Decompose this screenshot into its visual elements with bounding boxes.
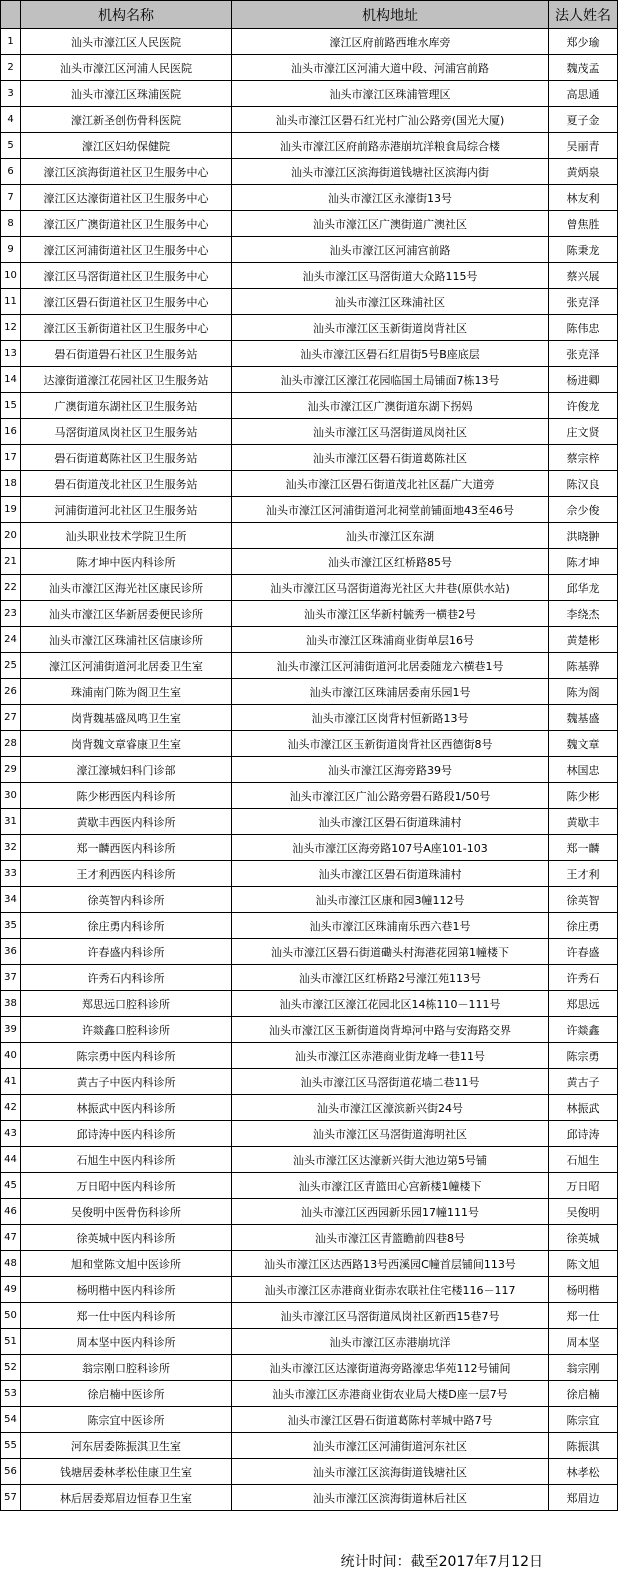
row-index-cell: 41 <box>1 1069 21 1095</box>
header-legal-person: 法人姓名 <box>549 1 618 29</box>
institution-name-cell: 汕头市濠江区河浦人民医院 <box>21 55 232 81</box>
table-row <box>1 1433 618 1459</box>
institution-address-cell: 汕头市濠江区康和园3幢112号 <box>232 887 549 913</box>
institution-address-cell: 汕头市濠江区河浦街道河北祠堂前铺面地43至46号 <box>232 497 549 523</box>
institution-address-cell: 汕头市濠江区礐石红眉街5号B座底层 <box>232 341 549 367</box>
institution-address-cell: 汕头市濠江区赤港商业街龙峰一巷11号 <box>232 1043 549 1069</box>
row-index-cell: 8 <box>1 211 21 237</box>
institution-address-cell: 汕头市濠江区府前路赤港崩坑洋粮食局综合楼 <box>232 133 549 159</box>
legal-person-cell: 林孝松 <box>549 1459 618 1485</box>
row-index-cell: 47 <box>1 1225 21 1251</box>
table-header <box>1 1 618 29</box>
row-index-cell: 7 <box>1 185 21 211</box>
table-row <box>1 679 618 705</box>
table-row <box>1 367 618 393</box>
legal-person-cell: 魏文章 <box>549 731 618 757</box>
table-row <box>1 1121 618 1147</box>
row-index-cell: 40 <box>1 1043 21 1069</box>
table-row <box>1 211 618 237</box>
institution-name-cell: 林振武中医内科诊所 <box>21 1095 232 1121</box>
institution-name-cell: 吴俊明中医骨伤科诊所 <box>21 1199 232 1225</box>
legal-person-cell: 张克泽 <box>549 289 618 315</box>
table-row <box>1 81 618 107</box>
institution-address-cell: 汕头市濠江区赤港商业街农业局大楼D座一层7号 <box>232 1381 549 1407</box>
row-index-cell: 31 <box>1 809 21 835</box>
institution-name-cell: 濠江区河浦街道河北居委卫生室 <box>21 653 232 679</box>
institution-address-cell: 汕头市濠江区马滘街道大众路115号 <box>232 263 549 289</box>
institution-name-cell: 濠江区达濠街道社区卫生服务中心 <box>21 185 232 211</box>
row-index-cell: 54 <box>1 1407 21 1433</box>
table-row <box>1 1251 618 1277</box>
legal-person-cell: 夏子金 <box>549 107 618 133</box>
legal-person-cell: 杨明楷 <box>549 1277 618 1303</box>
row-index-cell: 12 <box>1 315 21 341</box>
institution-name-cell: 达濠街道濠江花园社区卫生服务站 <box>21 367 232 393</box>
institution-address-cell: 汕头市濠江区珠浦商业街单层16号 <box>232 627 549 653</box>
institution-name-cell: 河浦街道河北社区卫生服务站 <box>21 497 232 523</box>
row-index-cell: 38 <box>1 991 21 1017</box>
legal-person-cell: 陈伟忠 <box>549 315 618 341</box>
table-row <box>1 1147 618 1173</box>
institution-address-cell: 汕头市濠江区礐石街道葛陈社区 <box>232 445 549 471</box>
row-index-cell: 11 <box>1 289 21 315</box>
row-index-cell: 4 <box>1 107 21 133</box>
institution-name-cell: 徐启楠中医诊所 <box>21 1381 232 1407</box>
institution-address-cell: 汕头市濠江区珠浦社区 <box>232 289 549 315</box>
institution-address-cell: 汕头市濠江区岗背村恒新路13号 <box>232 705 549 731</box>
table-row <box>1 1329 618 1355</box>
row-index-cell: 52 <box>1 1355 21 1381</box>
row-index-cell: 20 <box>1 523 21 549</box>
institution-name-cell: 濠江区马滘街道社区卫生服务中心 <box>21 263 232 289</box>
legal-person-cell: 许燚鑫 <box>549 1017 618 1043</box>
legal-person-cell: 郑一麟 <box>549 835 618 861</box>
row-index-cell: 27 <box>1 705 21 731</box>
table-row <box>1 653 618 679</box>
institution-address-cell: 汕头市濠江区河浦大道中段、河浦宫前路 <box>232 55 549 81</box>
row-index-cell: 24 <box>1 627 21 653</box>
legal-person-cell: 陈秉龙 <box>549 237 618 263</box>
row-index-cell: 28 <box>1 731 21 757</box>
row-index-cell: 48 <box>1 1251 21 1277</box>
legal-person-cell: 高思通 <box>549 81 618 107</box>
row-index-cell: 34 <box>1 887 21 913</box>
table-row <box>1 783 618 809</box>
institution-address-cell: 汕头市濠江区濠江花园北区14栋110－111号 <box>232 991 549 1017</box>
legal-person-cell: 黄歇丰 <box>549 809 618 835</box>
row-index-cell: 23 <box>1 601 21 627</box>
institution-name-cell: 岗背魏基盛凤鸣卫生室 <box>21 705 232 731</box>
row-index-cell: 10 <box>1 263 21 289</box>
table-row <box>1 965 618 991</box>
institution-address-cell: 汕头市濠江区礐石街道磡头村海港花园第1幢楼下 <box>232 939 549 965</box>
row-index-cell: 39 <box>1 1017 21 1043</box>
table-row <box>1 1017 618 1043</box>
institution-address-cell: 汕头市濠江区珠浦管理区 <box>232 81 549 107</box>
legal-person-cell: 周本坚 <box>549 1329 618 1355</box>
table-row <box>1 1355 618 1381</box>
legal-person-cell: 陈少彬 <box>549 783 618 809</box>
institution-name-cell: 邱诗涛中医内科诊所 <box>21 1121 232 1147</box>
row-index-cell: 42 <box>1 1095 21 1121</box>
institution-name-cell: 岗背魏文章睿康卫生室 <box>21 731 232 757</box>
institution-name-cell: 万日昭中医内科诊所 <box>21 1173 232 1199</box>
table-row <box>1 185 618 211</box>
row-index-cell: 37 <box>1 965 21 991</box>
institution-address-cell: 汕头市濠江区红桥路2号濠江苑113号 <box>232 965 549 991</box>
institution-address-cell: 汕头市濠江区赤港商业街赤农联社住宅楼116－117 <box>232 1277 549 1303</box>
table-row <box>1 1277 618 1303</box>
institution-address-cell: 汕头市濠江区赤港崩坑洋 <box>232 1329 549 1355</box>
legal-person-cell: 陈基骅 <box>549 653 618 679</box>
institution-name-cell: 郑一麟西医内科诊所 <box>21 835 232 861</box>
table-row <box>1 1407 618 1433</box>
table-row <box>1 471 618 497</box>
table-row <box>1 1459 618 1485</box>
row-index-cell: 16 <box>1 419 21 445</box>
institution-address-cell: 汕头市濠江区滨海街道钱塘社区滨海内街 <box>232 159 549 185</box>
table-row <box>1 913 618 939</box>
table-row <box>1 263 618 289</box>
row-index-cell: 45 <box>1 1173 21 1199</box>
row-index-cell: 25 <box>1 653 21 679</box>
institution-name-cell: 礐石街道葛陈社区卫生服务站 <box>21 445 232 471</box>
institution-address-cell: 汕头市濠江区华新村毓秀一横巷2号 <box>232 601 549 627</box>
institution-address-cell: 汕头市濠江区马滘街道凤岗社区新西15巷7号 <box>232 1303 549 1329</box>
institution-name-cell: 珠浦南门陈为阁卫生室 <box>21 679 232 705</box>
row-index-cell: 30 <box>1 783 21 809</box>
legal-person-cell: 王才利 <box>549 861 618 887</box>
row-index-cell: 49 <box>1 1277 21 1303</box>
institution-name-cell: 濠江区妇幼保健院 <box>21 133 232 159</box>
legal-person-cell: 庄文贤 <box>549 419 618 445</box>
legal-person-cell: 许俊龙 <box>549 393 618 419</box>
legal-person-cell: 吴丽青 <box>549 133 618 159</box>
row-index-cell: 46 <box>1 1199 21 1225</box>
institution-address-cell: 汕头市濠江区玉新街道岗背社区 <box>232 315 549 341</box>
row-index-cell: 51 <box>1 1329 21 1355</box>
table-row <box>1 731 618 757</box>
table-row <box>1 289 618 315</box>
footer <box>0 1549 617 1573</box>
institution-address-cell: 汕头市濠江区滨海街道钱塘社区 <box>232 1459 549 1485</box>
legal-person-cell: 邱诗涛 <box>549 1121 618 1147</box>
legal-person-cell: 洪晓翀 <box>549 523 618 549</box>
header-index <box>1 1 21 29</box>
legal-person-cell: 李绕杰 <box>549 601 618 627</box>
row-index-cell: 6 <box>1 159 21 185</box>
institution-address-cell: 汕头市濠江区永濠街13号 <box>232 185 549 211</box>
institution-name-cell: 徐庄勇内科诊所 <box>21 913 232 939</box>
institution-name-cell: 汕头职业技术学院卫生所 <box>21 523 232 549</box>
institution-address-cell: 汕头市濠江区玉新街道岗背埠河中路与安海路交界 <box>232 1017 549 1043</box>
institution-address-cell: 汕头市濠江区礐石街道珠浦村 <box>232 861 549 887</box>
row-index-cell: 26 <box>1 679 21 705</box>
header-row <box>1 1 618 29</box>
institution-name-cell: 杨明楷中医内科诊所 <box>21 1277 232 1303</box>
table-row <box>1 445 618 471</box>
institution-name-cell: 王才利西医内科诊所 <box>21 861 232 887</box>
table-row <box>1 1485 618 1511</box>
institution-name-cell: 徐英城中医内科诊所 <box>21 1225 232 1251</box>
legal-person-cell: 石旭生 <box>549 1147 618 1173</box>
institution-name-cell: 许春盛内科诊所 <box>21 939 232 965</box>
institution-name-cell: 翁宗刚口腔科诊所 <box>21 1355 232 1381</box>
institution-name-cell: 汕头市濠江区华新居委便民诊所 <box>21 601 232 627</box>
table-row <box>1 861 618 887</box>
table-row <box>1 523 618 549</box>
institution-name-cell: 许秀石内科诊所 <box>21 965 232 991</box>
table-row <box>1 107 618 133</box>
institution-name-cell: 陈宗宜中医诊所 <box>21 1407 232 1433</box>
legal-person-cell: 蔡宗梓 <box>549 445 618 471</box>
row-index-cell: 1 <box>1 29 21 55</box>
row-index-cell: 44 <box>1 1147 21 1173</box>
table-row <box>1 1173 618 1199</box>
institution-name-cell: 濠江区广澳街道社区卫生服务中心 <box>21 211 232 237</box>
row-index-cell: 17 <box>1 445 21 471</box>
header-institution-name: 机构名称 <box>21 1 232 29</box>
table-row <box>1 315 618 341</box>
institution-address-cell: 汕头市濠江区珠浦南乐西六巷1号 <box>232 913 549 939</box>
institution-name-cell: 许燚鑫口腔科诊所 <box>21 1017 232 1043</box>
legal-person-cell: 杨进卿 <box>549 367 618 393</box>
legal-person-cell: 徐启楠 <box>549 1381 618 1407</box>
institution-name-cell: 广澳街道东湖社区卫生服务站 <box>21 393 232 419</box>
table-row <box>1 809 618 835</box>
legal-person-cell: 翁宗刚 <box>549 1355 618 1381</box>
legal-person-cell: 邱华龙 <box>549 575 618 601</box>
legal-person-cell: 郑思远 <box>549 991 618 1017</box>
statistics-time-note: 统计时间：截至2017年7月12日 <box>340 1554 543 1570</box>
row-index-cell: 19 <box>1 497 21 523</box>
row-index-cell: 50 <box>1 1303 21 1329</box>
institution-address-cell: 汕头市濠江区礐石街道珠浦村 <box>232 809 549 835</box>
row-index-cell: 56 <box>1 1459 21 1485</box>
institution-address-cell: 汕头市濠江区礐石红光村广汕公路旁(国光大厦) <box>232 107 549 133</box>
legal-person-cell: 黄楚彬 <box>549 627 618 653</box>
institution-name-cell: 濠江区玉新街道社区卫生服务中心 <box>21 315 232 341</box>
institution-address-cell: 汕头市濠江区河浦街道河北居委随龙六横巷1号 <box>232 653 549 679</box>
institution-name-cell: 周本坚中医内科诊所 <box>21 1329 232 1355</box>
legal-person-cell: 蔡兴展 <box>549 263 618 289</box>
institution-address-cell: 汕头市濠江区达濠街道海旁路濠忠华苑112号铺间 <box>232 1355 549 1381</box>
legal-person-cell: 陈振淇 <box>549 1433 618 1459</box>
institution-name-cell: 汕头市濠江区人民医院 <box>21 29 232 55</box>
institution-name-cell: 林后居委郑眉边恒春卫生室 <box>21 1485 232 1511</box>
legal-person-cell: 林振武 <box>549 1095 618 1121</box>
institution-address-cell: 汕头市濠江区马滘街道花墙二巷11号 <box>232 1069 549 1095</box>
institution-name-cell: 濠江区礐石街道社区卫生服务中心 <box>21 289 232 315</box>
table-row <box>1 1069 618 1095</box>
legal-person-cell: 张克泽 <box>549 341 618 367</box>
institution-address-cell: 汕头市濠江区青篮瞻前四巷8号 <box>232 1225 549 1251</box>
table-row <box>1 835 618 861</box>
legal-person-cell: 郑少瑜 <box>549 29 618 55</box>
table-row <box>1 705 618 731</box>
table-body <box>1 29 618 1511</box>
institution-address-cell: 汕头市濠江区濠滨新兴街24号 <box>232 1095 549 1121</box>
table-row <box>1 55 618 81</box>
institution-name-cell: 郑思远口腔科诊所 <box>21 991 232 1017</box>
institution-name-cell: 黄歇丰西医内科诊所 <box>21 809 232 835</box>
legal-person-cell: 许春盛 <box>549 939 618 965</box>
institution-name-cell: 郑一仕中医内科诊所 <box>21 1303 232 1329</box>
institution-name-cell: 陈才坤中医内科诊所 <box>21 549 232 575</box>
table-row <box>1 1303 618 1329</box>
row-index-cell: 57 <box>1 1485 21 1511</box>
legal-person-cell: 魏茂孟 <box>549 55 618 81</box>
institution-address-cell: 汕头市濠江区达西路13号西溪园C幢首层铺间113号 <box>232 1251 549 1277</box>
institution-address-cell: 汕头市濠江区礐石街道茂北社区磊广大道旁 <box>232 471 549 497</box>
table-row <box>1 1043 618 1069</box>
legal-person-cell: 郑眉边 <box>549 1485 618 1511</box>
institution-name-cell: 河东居委陈振淇卫生室 <box>21 1433 232 1459</box>
institution-address-cell: 汕头市濠江区礐石街道葛陈村莘城中路7号 <box>232 1407 549 1433</box>
table-row <box>1 133 618 159</box>
table-row <box>1 1225 618 1251</box>
institution-name-cell: 钱塘居委林孝松佳康卫生室 <box>21 1459 232 1485</box>
row-index-cell: 33 <box>1 861 21 887</box>
institution-name-cell: 濠江区河浦街道社区卫生服务中心 <box>21 237 232 263</box>
institution-address-cell: 汕头市濠江区滨海街道林后社区 <box>232 1485 549 1511</box>
legal-person-cell: 徐庄勇 <box>549 913 618 939</box>
institution-name-cell: 马滘街道凤岗社区卫生服务站 <box>21 419 232 445</box>
legal-person-cell: 徐英智 <box>549 887 618 913</box>
legal-person-cell: 黄古子 <box>549 1069 618 1095</box>
institution-address-cell: 汕头市濠江区青篮田心宫新楼1幢楼下 <box>232 1173 549 1199</box>
institution-name-cell: 濠江濠城妇科门诊部 <box>21 757 232 783</box>
row-index-cell: 14 <box>1 367 21 393</box>
institution-name-cell: 濠江新圣创伤骨科医院 <box>21 107 232 133</box>
institution-address-cell: 汕头市濠江区马滘街道海光社区大井巷(原供水站) <box>232 575 549 601</box>
institution-address-cell: 汕头市濠江区海旁路39号 <box>232 757 549 783</box>
table-row <box>1 991 618 1017</box>
legal-person-cell: 万日昭 <box>549 1173 618 1199</box>
institution-name-cell: 汕头市濠江区海光社区康民诊所 <box>21 575 232 601</box>
institution-name-cell: 汕头市濠江区珠浦社区信康诊所 <box>21 627 232 653</box>
institution-address-cell: 汕头市濠江区珠浦居委南乐园1号 <box>232 679 549 705</box>
legal-person-cell: 陈文旭 <box>549 1251 618 1277</box>
institution-address-cell: 汕头市濠江区玉新街道岗背社区西德街8号 <box>232 731 549 757</box>
table-row <box>1 393 618 419</box>
legal-person-cell: 佘少俊 <box>549 497 618 523</box>
row-index-cell: 53 <box>1 1381 21 1407</box>
table-row <box>1 341 618 367</box>
legal-person-cell: 徐英城 <box>549 1225 618 1251</box>
legal-person-cell: 曾焦胜 <box>549 211 618 237</box>
legal-person-cell: 陈宗宜 <box>549 1407 618 1433</box>
institution-address-cell: 汕头市濠江区红桥路85号 <box>232 549 549 575</box>
table-row <box>1 497 618 523</box>
institution-address-cell: 汕头市濠江区广汕公路旁礐石路段1/50号 <box>232 783 549 809</box>
row-index-cell: 32 <box>1 835 21 861</box>
table-row <box>1 1095 618 1121</box>
institution-name-cell: 濠江区滨海街道社区卫生服务中心 <box>21 159 232 185</box>
institution-name-cell: 石旭生中医内科诊所 <box>21 1147 232 1173</box>
row-index-cell: 9 <box>1 237 21 263</box>
institution-address-cell: 汕头市濠江区马滘街道海明社区 <box>232 1121 549 1147</box>
row-index-cell: 13 <box>1 341 21 367</box>
institution-name-cell: 礐石街道礐石社区卫生服务站 <box>21 341 232 367</box>
row-index-cell: 18 <box>1 471 21 497</box>
row-index-cell: 22 <box>1 575 21 601</box>
row-index-cell: 5 <box>1 133 21 159</box>
legal-person-cell: 陈宗勇 <box>549 1043 618 1069</box>
institution-address-cell: 濠江区府前路西堆水库旁 <box>232 29 549 55</box>
legal-person-cell: 郑一仕 <box>549 1303 618 1329</box>
row-index-cell: 36 <box>1 939 21 965</box>
legal-person-cell: 魏基盛 <box>549 705 618 731</box>
table-row <box>1 575 618 601</box>
table-row <box>1 887 618 913</box>
row-index-cell: 43 <box>1 1121 21 1147</box>
institution-address-cell: 汕头市濠江区西园新乐园17幢111号 <box>232 1199 549 1225</box>
header-institution-address: 机构地址 <box>232 1 549 29</box>
institution-name-cell: 礐石街道茂北社区卫生服务站 <box>21 471 232 497</box>
institution-address-cell: 汕头市濠江区河浦宫前路 <box>232 237 549 263</box>
table-row <box>1 939 618 965</box>
legal-person-cell: 陈为阁 <box>549 679 618 705</box>
table-row <box>1 627 618 653</box>
row-index-cell: 2 <box>1 55 21 81</box>
institution-name-cell: 徐英智内科诊所 <box>21 887 232 913</box>
table-row <box>1 1199 618 1225</box>
row-index-cell: 15 <box>1 393 21 419</box>
institution-address-cell: 汕头市濠江区濠江花园临国土局铺面7栋13号 <box>232 367 549 393</box>
legal-person-cell: 陈汉良 <box>549 471 618 497</box>
row-index-cell: 35 <box>1 913 21 939</box>
institution-name-cell: 陈宗勇中医内科诊所 <box>21 1043 232 1069</box>
institution-name-cell: 陈少彬西医内科诊所 <box>21 783 232 809</box>
institution-address-cell: 汕头市濠江区广澳街道东湖下拐妈 <box>232 393 549 419</box>
legal-person-cell: 林友利 <box>549 185 618 211</box>
institution-address-cell: 汕头市濠江区河浦街道河东社区 <box>232 1433 549 1459</box>
table-row <box>1 601 618 627</box>
institution-name-cell: 汕头市濠江区珠浦医院 <box>21 81 232 107</box>
table-row <box>1 159 618 185</box>
row-index-cell: 29 <box>1 757 21 783</box>
table-row <box>1 237 618 263</box>
row-index-cell: 21 <box>1 549 21 575</box>
row-index-cell: 3 <box>1 81 21 107</box>
institution-name-cell: 旭和堂陈文旭中医诊所 <box>21 1251 232 1277</box>
legal-person-cell: 陈才坤 <box>549 549 618 575</box>
legal-person-cell: 黄炳泉 <box>549 159 618 185</box>
legal-person-cell: 林国忠 <box>549 757 618 783</box>
table-row <box>1 757 618 783</box>
institution-address-cell: 汕头市濠江区东湖 <box>232 523 549 549</box>
institution-address-cell: 汕头市濠江区达濠新兴街大池边第5号铺 <box>232 1147 549 1173</box>
institution-address-cell: 汕头市濠江区广澳街道广澳社区 <box>232 211 549 237</box>
table-row <box>1 1381 618 1407</box>
institution-address-cell: 汕头市濠江区马滘街道凤岗社区 <box>232 419 549 445</box>
legal-person-cell: 吴俊明 <box>549 1199 618 1225</box>
table-row <box>1 549 618 575</box>
table-row <box>1 29 618 55</box>
institution-address-cell: 汕头市濠江区海旁路107号A座101-103 <box>232 835 549 861</box>
institution-name-cell: 黄古子中医内科诊所 <box>21 1069 232 1095</box>
legal-person-cell: 许秀石 <box>549 965 618 991</box>
row-index-cell: 55 <box>1 1433 21 1459</box>
table-row <box>1 419 618 445</box>
